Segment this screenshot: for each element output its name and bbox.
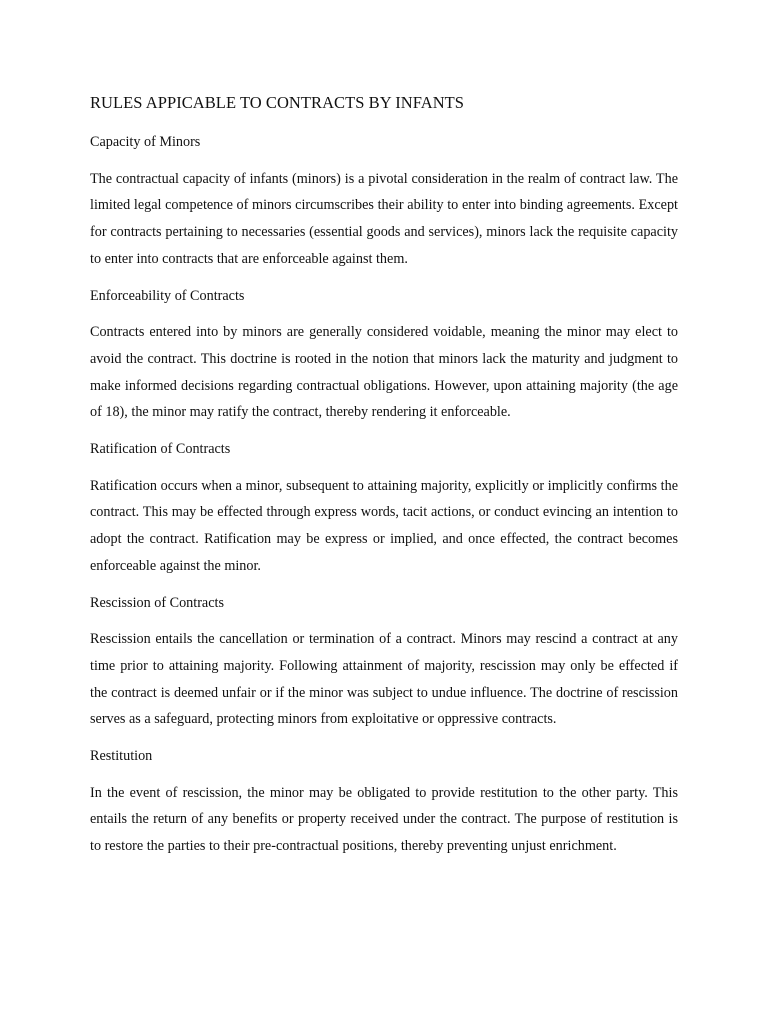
document-title: RULES APPICABLE TO CONTRACTS BY INFANTS [90, 93, 465, 112]
section-rescission-of-contracts [90, 590, 678, 734]
section-heading: Capacity of Minors [90, 134, 201, 150]
document-page [90, 90, 678, 870]
section-heading: Rescission of Contracts [90, 594, 224, 611]
section-heading: Enforceability of Contracts [90, 287, 245, 304]
section-paragraph: In the event of rescission, the minor may be obligated to provide restitution to the other party. This entails the return of any benefits or property received under the contract. The purpose of restitution is to restore the parties to their pre-contractual positions, thereby preventing unjust enrichment. [90, 784, 678, 855]
section-heading: Restitution [90, 748, 153, 765]
section-paragraph: Ratification occurs when a minor, subsequent to attaining majority, explicitly or implicitly confirms the contract. This may be effected through express words, tacit actions, or conduct evincing an intention to adopt the contract. Ratification may be express or implied, and once effected, the contract becomes enforceable against the minor. [90, 477, 678, 574]
section-enforceability-of-contracts [90, 283, 678, 427]
section-ratification-of-contracts [90, 436, 678, 580]
section-paragraph: Rescission entails the cancellation or termination of a contract. Minors may rescind a contract at any time prior to attaining majority. Following attainment of majority, rescission may only be effected if the contract is deemed unfair or if the minor was subject to undue influence. The doctrine of rescission serves as a safeguard, protecting minors from exploitative or oppressive contracts. [90, 631, 678, 728]
section-paragraph: The contractual capacity of infants (minors) is a pivotal consideration in the realm of contract law. The limited legal competence of minors circumscribes their ability to enter into binding agreements. Except for contracts pertaining to necessaries (essential goods and services), minors lack the requisite capacity to enter into contracts that are enforceable against them. [90, 170, 678, 267]
section-restitution [90, 743, 678, 860]
section-heading: Ratification of Contracts [90, 441, 231, 458]
section-capacity-of-minors [90, 129, 678, 273]
section-paragraph: Contracts entered into by minors are generally considered voidable, meaning the minor may elect to avoid the contract. This doctrine is rooted in the notion that minors lack the maturity and judgment to make informed decisions regarding contractual obligations. However, upon attaining majority (the age of 18), the minor may ratify the contract, thereby rendering it enforceable. [90, 324, 678, 421]
